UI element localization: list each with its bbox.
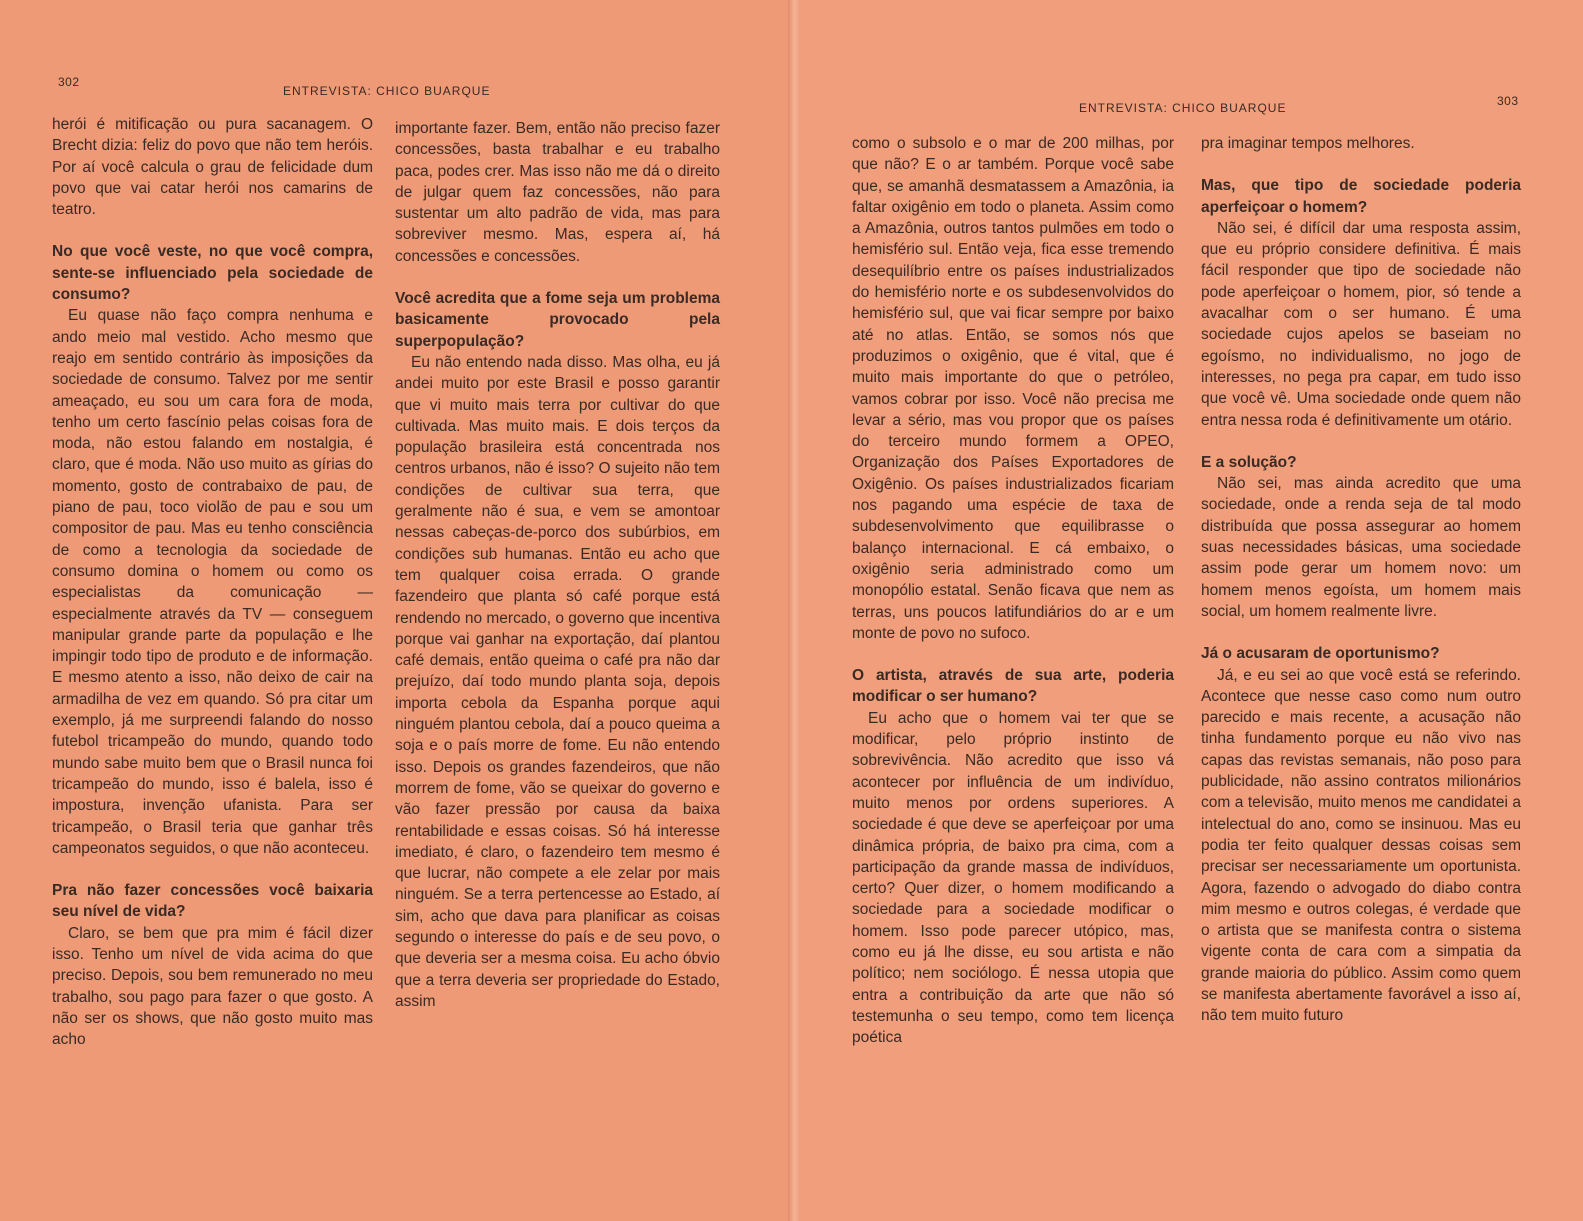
interview-answer: pra imaginar tempos melhores. (1201, 135, 1415, 152)
interview-question: E a solução? (1201, 453, 1297, 471)
interview-question: O artista, através de sua arte, poderia modificar o ser humano? (852, 667, 1174, 706)
right-column-2 (1201, 133, 1521, 1027)
interview-question: Pra não fazer concessões você baixaria seu nível de vida? (52, 882, 373, 921)
interview-answer: Não sei, é difícil dar uma resposta assim, que eu próprio considere definitiva. É mais fácil responder que tipo de sociedade não pode aperfeiçoar o homem, pior, só tende a avacalhar com o ser humano. É uma sociedade cujos apelos se baseiam no egoísmo, no individualismo, no jogo de interesses, no pega pra capar, em tudo isso que você vê. Uma sociedade onde quem não entra nessa roda é definitivamente um otário. (1201, 219, 1521, 429)
interview-answer: herói é mitificação ou pura sacanagem. O Brecht dizia: feliz do povo que não tem heróis. Por aí você calcula o grau de felicidade dum povo que vai catar herói nos camarins de teatro. (52, 116, 373, 219)
running-head-right: ENTREVISTA: CHICO BUARQUE (1079, 101, 1287, 115)
left-page (0, 0, 790, 1221)
right-column-1 (852, 133, 1174, 1048)
interview-answer: Eu quase não faço compra nenhuma e ando meio mal vestido. Acho mesmo que reajo em sentido contrário às imposições da sociedade de consumo. Talvez por me sentir ameaçado, eu sou um cara fora de moda, tenho um certo fascínio pelas coisas fora de moda, não estou falando em nostalgia, é claro, que é moda. Não uso muito as gírias do momento, gosto de contrabaixo de pau, de piano de pau, toco violão de pau e sou um compositor de pau. Mas eu tenho consciência de como a tecnologia da sociedade de consumo domina o homem ou como os especialistas da comunicação — especialmente através da TV — conseguem manipular grande parte da população e lhe impingir todo tipo de produto e de informação. E mesmo atento a isso, não deixo de cair na armadilha de vez em quando. Só pra citar um exemplo, já me surpreendi falando do nosso futebol tricampeão do mundo, quando todo mundo sabe muito bem que o Brasil nunca foi tricampeão do mundo, isso é balela, isso é impostura, invenção ufanista. Para ser tricampeão, o Brasil teria que ganhar três campeonatos seguidos, o que não aconteceu. (52, 307, 373, 857)
interview-question: Já o acusaram de oportunismo? (1201, 645, 1440, 663)
interview-answer: Não sei, mas ainda acredito que uma sociedade, onde a renda seja de tal modo distribuída que possa assegurar ao homem suas necessidades básicas, uma sociedade assim pode gerar um homem novo: um homem menos egoísta, um homem mais social, um homem realmente livre. (1201, 475, 1521, 620)
interview-answer: Eu acho que o homem vai ter que se modificar, pelo próprio instinto de sobrevivência. Não acredito que isso vá acontecer por influência de um indivíduo, muito menos por ordens superiores. A sociedade é que deve se aperfeiçoar por uma dinâmica própria, de baixo pra cima, com a participação da grande massa de indivíduos, certo? Quer dizer, o homem modificando a sociedade para a sociedade modificar o homem. Isso pode parecer utópico, mas, como eu já lhe disse, eu sou artista e não político; nem sociólogo. É nessa utopia que entra a contribuição da arte que não só testemunha o seu tempo, como tem licença poética (852, 709, 1174, 1047)
left-column-2 (395, 118, 720, 1012)
left-column-1 (52, 114, 373, 1050)
interview-question: Mas, que tipo de sociedade poderia aperfeiçoar o homem? (1201, 177, 1521, 216)
page-number-right: 303 (1497, 94, 1519, 108)
running-head-left: ENTREVISTA: CHICO BUARQUE (283, 84, 491, 98)
interview-answer: como o subsolo e o mar de 200 milhas, por que não? E o ar também. Porque você sabe que, se amanhã desmatassem a Amazônia, ia faltar oxigênio em todo o planeta. Assim como a Amazônia, outros tantos pulmões em todo o hemisfério sul. Então veja, fica esse tremendo desequilíbrio entre os países industrializados do hemisfério norte e os subdesenvolvidos do hemisfério sul, que vai ficar sempre por baixo até no atlas. Então, se somos nós que produzimos o oxigênio, que é vital, que é muito mais importante do que o petróleo, vamos cobrar por isso. Você não precisa me levar a sério, mas vou propor que os países do terceiro mundo formem a OPEO, Organização dos Países Exportadores de Oxigênio. Os países industrializados ficariam nos pagando uma espécie de taxa de subdesenvolvimento que equilibrasse o balanço internacional. E cá embaixo, o oxigênio seria administrado como um monopólio estatal. Senão ficava que nem as terras, uns poucos latifundiários do ar e um monte de povo no sufoco. (852, 135, 1174, 642)
interview-question: Você acredita que a fome seja um problema basicamente provocado pela superpopulação? (395, 290, 720, 350)
right-page (800, 0, 1583, 1221)
interview-answer: importante fazer. Bem, então não preciso fazer concessões, basta trabalhar e eu trabalho paca, podes crer. Mas isso não me dá o direito de julgar quem faz concessões, não para sustentar um alto padrão de vida, mas para sobreviver mesmo. Mas, espera aí, há concessões e concessões. (395, 120, 720, 265)
interview-answer: Eu não entendo nada disso. Mas olha, eu já andei muito por este Brasil e posso garantir que vi muito mais terra por cultivar do que cultivada. Mas muito mais. E dois terços da população brasileira está concentrada nos centros urbanos, não é isso? O sujeito não tem condições de cultivar sua terra, que geralmente não é sua, e vem se amontoar nessas cabeças-de-porco dos subúrbios, em condições sub humanas. Então eu acho que tem qualquer coisa errada. O grande fazendeiro que planta só café porque está rendendo no mercado, o governo que incentiva porque vai ganhar na exportação, daí plantou café demais, então queima o café pra não dar prejuízo, daí todo mundo planta soja, depois importa cebola da Espanha porque aqui ninguém plantou cebola, daí a pouco queima a soja e o país morre de fome. Eu não entendo isso. Depois os grandes fazendeiros, que não morrem de fome, vão se queixar do governo e vão fazer pressão por causa da baixa rentabilidade e essas coisas. Só há interesse imediato, é claro, o fazendeiro tem mesmo é que lucrar, não compete a ele zelar por mais ninguém. Se a terra pertencesse ao Estado, aí sim, acho que dava para planificar as coisas segundo o interesse do país e de seu povo, o que deveria ser a mesma coisa. Eu acho óbvio que a terra deveria ser propriedade do Estado, assim (395, 353, 720, 1010)
page-number-left: 302 (58, 75, 80, 89)
interview-answer: Claro, se bem que pra mim é fácil dizer isso. Tenho um nível de vida acima do que preciso. Depois, sou bem remunerado no meu trabalho, sou pago para fazer o que gosto. A não ser os shows, que não gosto muito mas acho (52, 924, 373, 1049)
interview-answer: Já, e eu sei ao que você está se referindo. Acontece que nesse caso como num outro parecido e mais recente, a acusação não tinha fundamento porque eu não vivo nas capas das revistas semanais, não poso para publicidade, não assino contratos milionários com a televisão, muito menos me candidatei a intelectual do ano, como se insinuou. Mas eu podia ter feito qualquer dessas coisas sem precisar ser necessariamente um oportunista. Agora, fazendo o advogado do diabo contra mim mesmo e outros colegas, é verdade que o artista que se manifesta contra o sistema vigente conta de cara com a simpatia da grande maioria do público. Assim como quem se manifesta abertamente favorável a isso aí, não tem muito futuro (1201, 666, 1521, 1025)
interview-question: No que você veste, no que você compra, sente-se influenciado pela sociedade de consumo? (52, 243, 373, 304)
